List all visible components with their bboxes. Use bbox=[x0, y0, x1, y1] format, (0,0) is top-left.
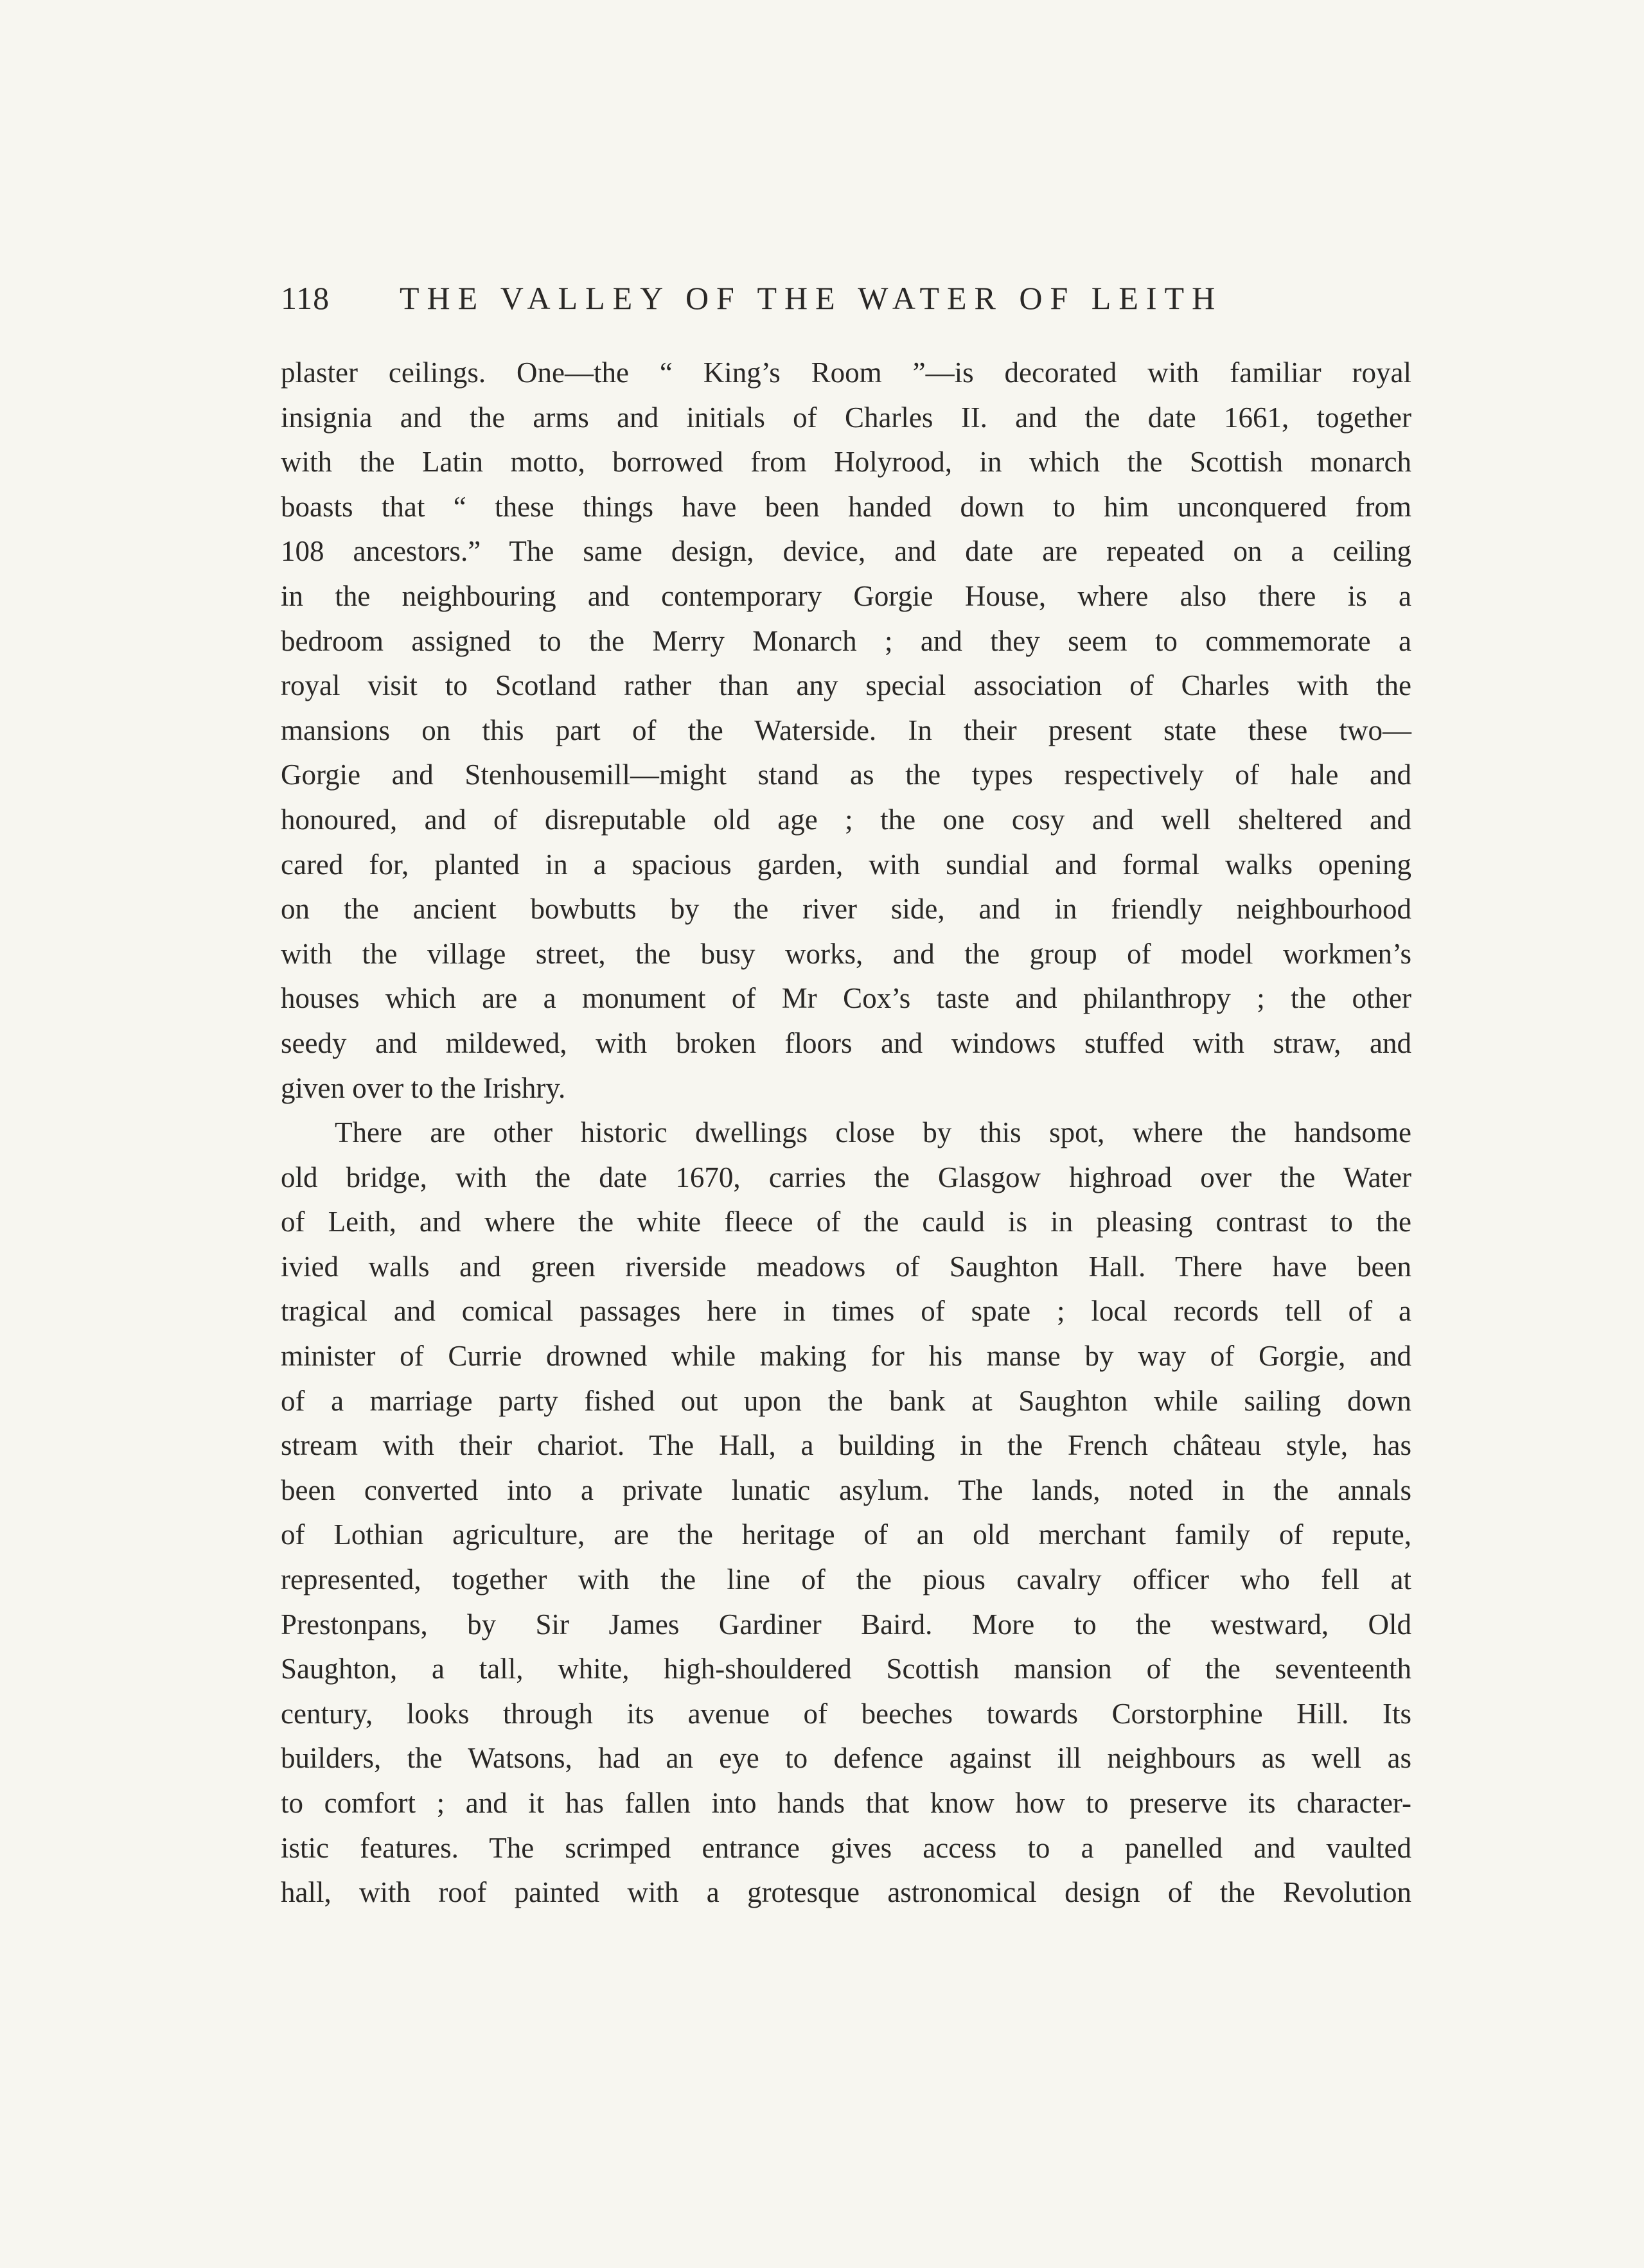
text-line: been converted into a private lunatic asylum. The lands, noted in the annals bbox=[281, 1473, 1411, 1506]
text-line: stream with their chariot. The Hall, a building in the French château style, has bbox=[281, 1429, 1411, 1462]
text-line: represented, together with the line of the pious cavalry officer who fell at bbox=[281, 1563, 1411, 1596]
page-number: 118 bbox=[281, 280, 330, 316]
text-line: minister of Currie drowned while making for his manse by way of Gorgie, and bbox=[281, 1340, 1411, 1373]
text-line: with the village street, the busy works, and the group of model workmen’s bbox=[281, 937, 1411, 970]
text-line: seedy and mildewed, with broken floors and windows stuffed with straw, and bbox=[281, 1026, 1411, 1059]
text-line: Saughton, a tall, white, high-shouldered Scottish mansion of the seventeenth bbox=[281, 1653, 1411, 1685]
paragraph-1 bbox=[281, 351, 1411, 1111]
text-line: plaster ceilings. One—the “ King’s Room ”—is decorated with familiar royal bbox=[281, 356, 1411, 389]
text-line: of a marriage party fished out upon the bank at Saughton while sailing down bbox=[281, 1384, 1411, 1417]
body-text bbox=[281, 351, 1411, 1915]
text-line: There are other historic dwellings close by this spot, where the handsome bbox=[335, 1116, 1411, 1149]
paragraph-2 bbox=[281, 1111, 1411, 1915]
text-line: cared for, planted in a spacious garden, with sundial and formal walks opening bbox=[281, 848, 1411, 881]
text-line: mansions on this part of the Waterside. In their present state these two— bbox=[281, 714, 1411, 746]
text-line: houses which are a monument of Mr Cox’s taste and philanthropy ; the other bbox=[281, 982, 1411, 1015]
running-title: THE VALLEY OF THE WATER OF LEITH bbox=[400, 280, 1223, 316]
text-line: honoured, and of disreputable old age ; the one cosy and well sheltered and bbox=[281, 803, 1411, 836]
text-line: builders, the Watsons, had an eye to defence against ill neighbours as well as bbox=[281, 1742, 1411, 1775]
text-line: royal visit to Scotland rather than any special association of Charles with the bbox=[281, 669, 1411, 702]
text-line: of Lothian agriculture, are the heritage of an old merchant family of repute, bbox=[281, 1518, 1411, 1551]
text-line: hall, with roof painted with a grotesque astronomical design of the Revolution bbox=[281, 1876, 1411, 1909]
text-line: ivied walls and green riverside meadows of Saughton Hall. There have been bbox=[281, 1250, 1411, 1283]
text-line: tragical and comical passages here in times of spate ; local records tell of a bbox=[281, 1295, 1411, 1328]
text-line: boasts that “ these things have been handed down to him unconquered from bbox=[281, 490, 1411, 523]
text-line: to comfort ; and it has fallen into hands that know how to preserve its character- bbox=[281, 1787, 1411, 1819]
text-line: in the neighbouring and contemporary Gorgie House, where also there is a bbox=[281, 579, 1411, 612]
text-line: of Leith, and where the white fleece of the cauld is in pleasing contrast to the bbox=[281, 1206, 1411, 1238]
text-line: old bridge, with the date 1670, carries the Glasgow highroad over the Water bbox=[281, 1161, 1411, 1193]
text-line: bedroom assigned to the Merry Monarch ; and they seem to commemorate a bbox=[281, 624, 1411, 657]
text-line: with the Latin motto, borrowed from Holyrood, in which the Scottish monarch bbox=[281, 446, 1411, 479]
text-line: century, looks through its avenue of beeches towards Corstorphine Hill. Its bbox=[281, 1697, 1411, 1730]
text-line: given over to the Irishry. bbox=[281, 1071, 566, 1104]
text-line: on the ancient bowbutts by the river side, and in friendly neighbourhood bbox=[281, 893, 1411, 926]
text-line: Gorgie and Stenhousemill—might stand as the types respectively of hale and bbox=[281, 759, 1411, 791]
running-head bbox=[281, 277, 1411, 319]
text-line: istic features. The scrimped entrance gives access to a panelled and vaulted bbox=[281, 1831, 1411, 1864]
text-line: insignia and the arms and initials of Charles II. and the date 1661, together bbox=[281, 401, 1411, 434]
text-line: 108 ancestors.” The same design, device, and date are repeated on a ceiling bbox=[281, 535, 1411, 568]
text-line: Prestonpans, by Sir James Gardiner Baird. More to the westward, Old bbox=[281, 1608, 1411, 1640]
